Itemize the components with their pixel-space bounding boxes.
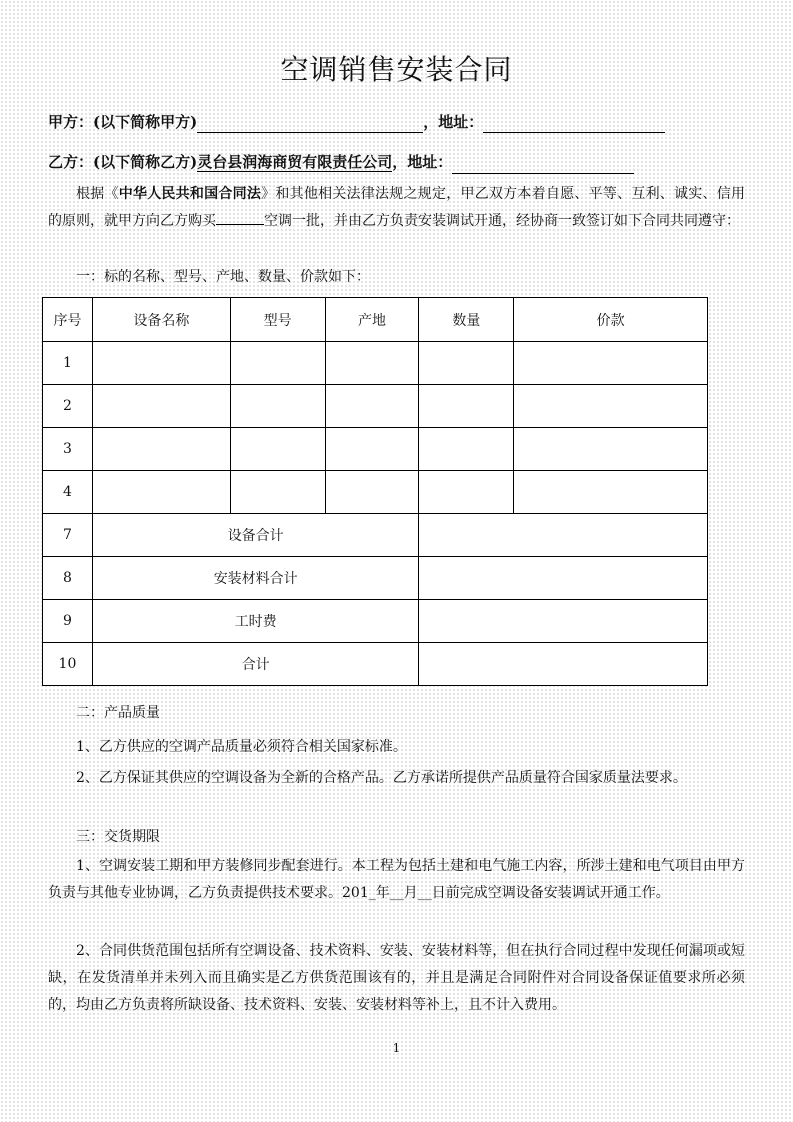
table-cell[interactable] [325,342,419,385]
header-cell: 价款 [514,298,708,342]
table-cell[interactable] [230,342,325,385]
section-2-heading: 二：产品质量 [76,705,160,721]
party-a-line [48,111,665,133]
table-cell[interactable] [325,385,419,428]
party-b-line [48,151,634,174]
section-2-item-1: 1、乙方供应的空调产品质量必须符合相关国家标准。 [76,739,407,755]
table-cell[interactable] [230,428,325,471]
law-name: 中华人民共和国合同法 [118,186,262,202]
summary-label: 设备合计 [92,514,419,557]
party-a-address-blank [483,112,665,133]
page-number: 1 [392,1041,401,1055]
party-a-address-label: ，地址： [423,113,484,131]
summary-value-cell[interactable] [419,600,708,643]
party-b-name: 灵台县润海商贸有限责任公司 [197,153,393,171]
section-3-item-1: 1、空调安装工期和甲方装修同步配套进行。本工程为包括土建和电气施工内容，所涉土建和电气项目由甲方负责与其他专业协调，乙方负责提供技术要求。201_年__月__日前完成空调设备安装调试开通工作。 [48,858,745,901]
table-cell[interactable] [230,471,325,514]
header-cell: 产地 [325,298,419,342]
table-cell[interactable] [419,385,514,428]
section-1-heading: 一：标的名称、型号、产地、数量、价款如下： [76,269,370,285]
table-row [43,385,708,428]
summary-label: 安装材料合计 [92,557,419,600]
purchase-blank [216,208,264,225]
table-row [43,428,708,471]
party-a-label: 甲方：(以下简称甲方) [48,113,198,131]
header-cell: 数量 [419,298,514,342]
equipment-table [42,297,708,686]
summary-row [43,600,708,643]
row-number: 10 [43,643,93,686]
table-cell[interactable] [419,471,514,514]
table-cell[interactable] [325,428,419,471]
summary-row [43,557,708,600]
table-cell[interactable] [92,342,230,385]
table-cell[interactable] [92,471,230,514]
table-cell[interactable] [230,385,325,428]
table-row [43,342,708,385]
table-cell[interactable] [419,428,514,471]
row-number: 8 [43,557,93,600]
summary-label: 工时费 [92,600,419,643]
party-b-label: 乙方：(以下简称乙方) [48,153,198,171]
party-b-address-blank [452,153,634,174]
table-cell[interactable] [325,471,419,514]
row-number: 2 [43,385,93,428]
party-b-address-label: ，地址： [392,153,453,171]
summary-value-cell[interactable] [419,557,708,600]
summary-value-cell[interactable] [419,514,708,557]
row-number: 9 [43,600,93,643]
summary-row [43,514,708,557]
table-cell[interactable] [419,342,514,385]
row-number: 3 [43,428,93,471]
summary-row [43,643,708,686]
section-2-item-2: 2、乙方保证其供应的空调设备为全新的合格产品。乙方承诺所提供产品质量符合国家质量法要求。 [76,770,687,786]
section-3-heading: 三：交货期限 [76,829,160,845]
header-cell: 序号 [43,298,93,342]
summary-label: 合计 [92,643,419,686]
table-cell[interactable] [92,428,230,471]
party-a-name-blank [197,112,423,133]
table-cell[interactable] [514,385,708,428]
intro-paragraph [48,181,745,235]
header-cell: 设备名称 [92,298,230,342]
table-cell[interactable] [92,385,230,428]
table-cell[interactable] [514,428,708,471]
table-cell[interactable] [514,471,708,514]
intro-text-1: 根据《 [76,186,119,202]
row-number: 4 [43,471,93,514]
row-number: 1 [43,342,93,385]
intro-text-3: 空调一批，并由乙方负责安装调试开通，经协商一致签订如下合同共同遵守： [264,213,740,229]
table-row [43,471,708,514]
row-number: 7 [43,514,93,557]
section-3-item-2: 2、合同供货范围包括所有空调设备、技术资料、安装、安装材料等，但在执行合同过程中发现任何漏项或短缺，在发货清单并未列入而且确实是乙方供货范围该有的，并且是满足合同附件对合同设备保证值要求所必须的，均由乙方负责将所缺设备、技术资料、安装、安装材料等补上，且不计入费用。 [48,943,745,1013]
summary-value-cell[interactable] [419,643,708,686]
intro-text-2: 》和其他相关法律法规之规定，甲乙双方本着自愿、平等、互利、诚实、信用的原则，就甲方向乙方购买 [48,186,745,229]
contract-title: 空调销售安装合同 [280,53,513,86]
table-header-row [43,298,708,342]
header-cell: 型号 [230,298,325,342]
table-cell[interactable] [514,342,708,385]
